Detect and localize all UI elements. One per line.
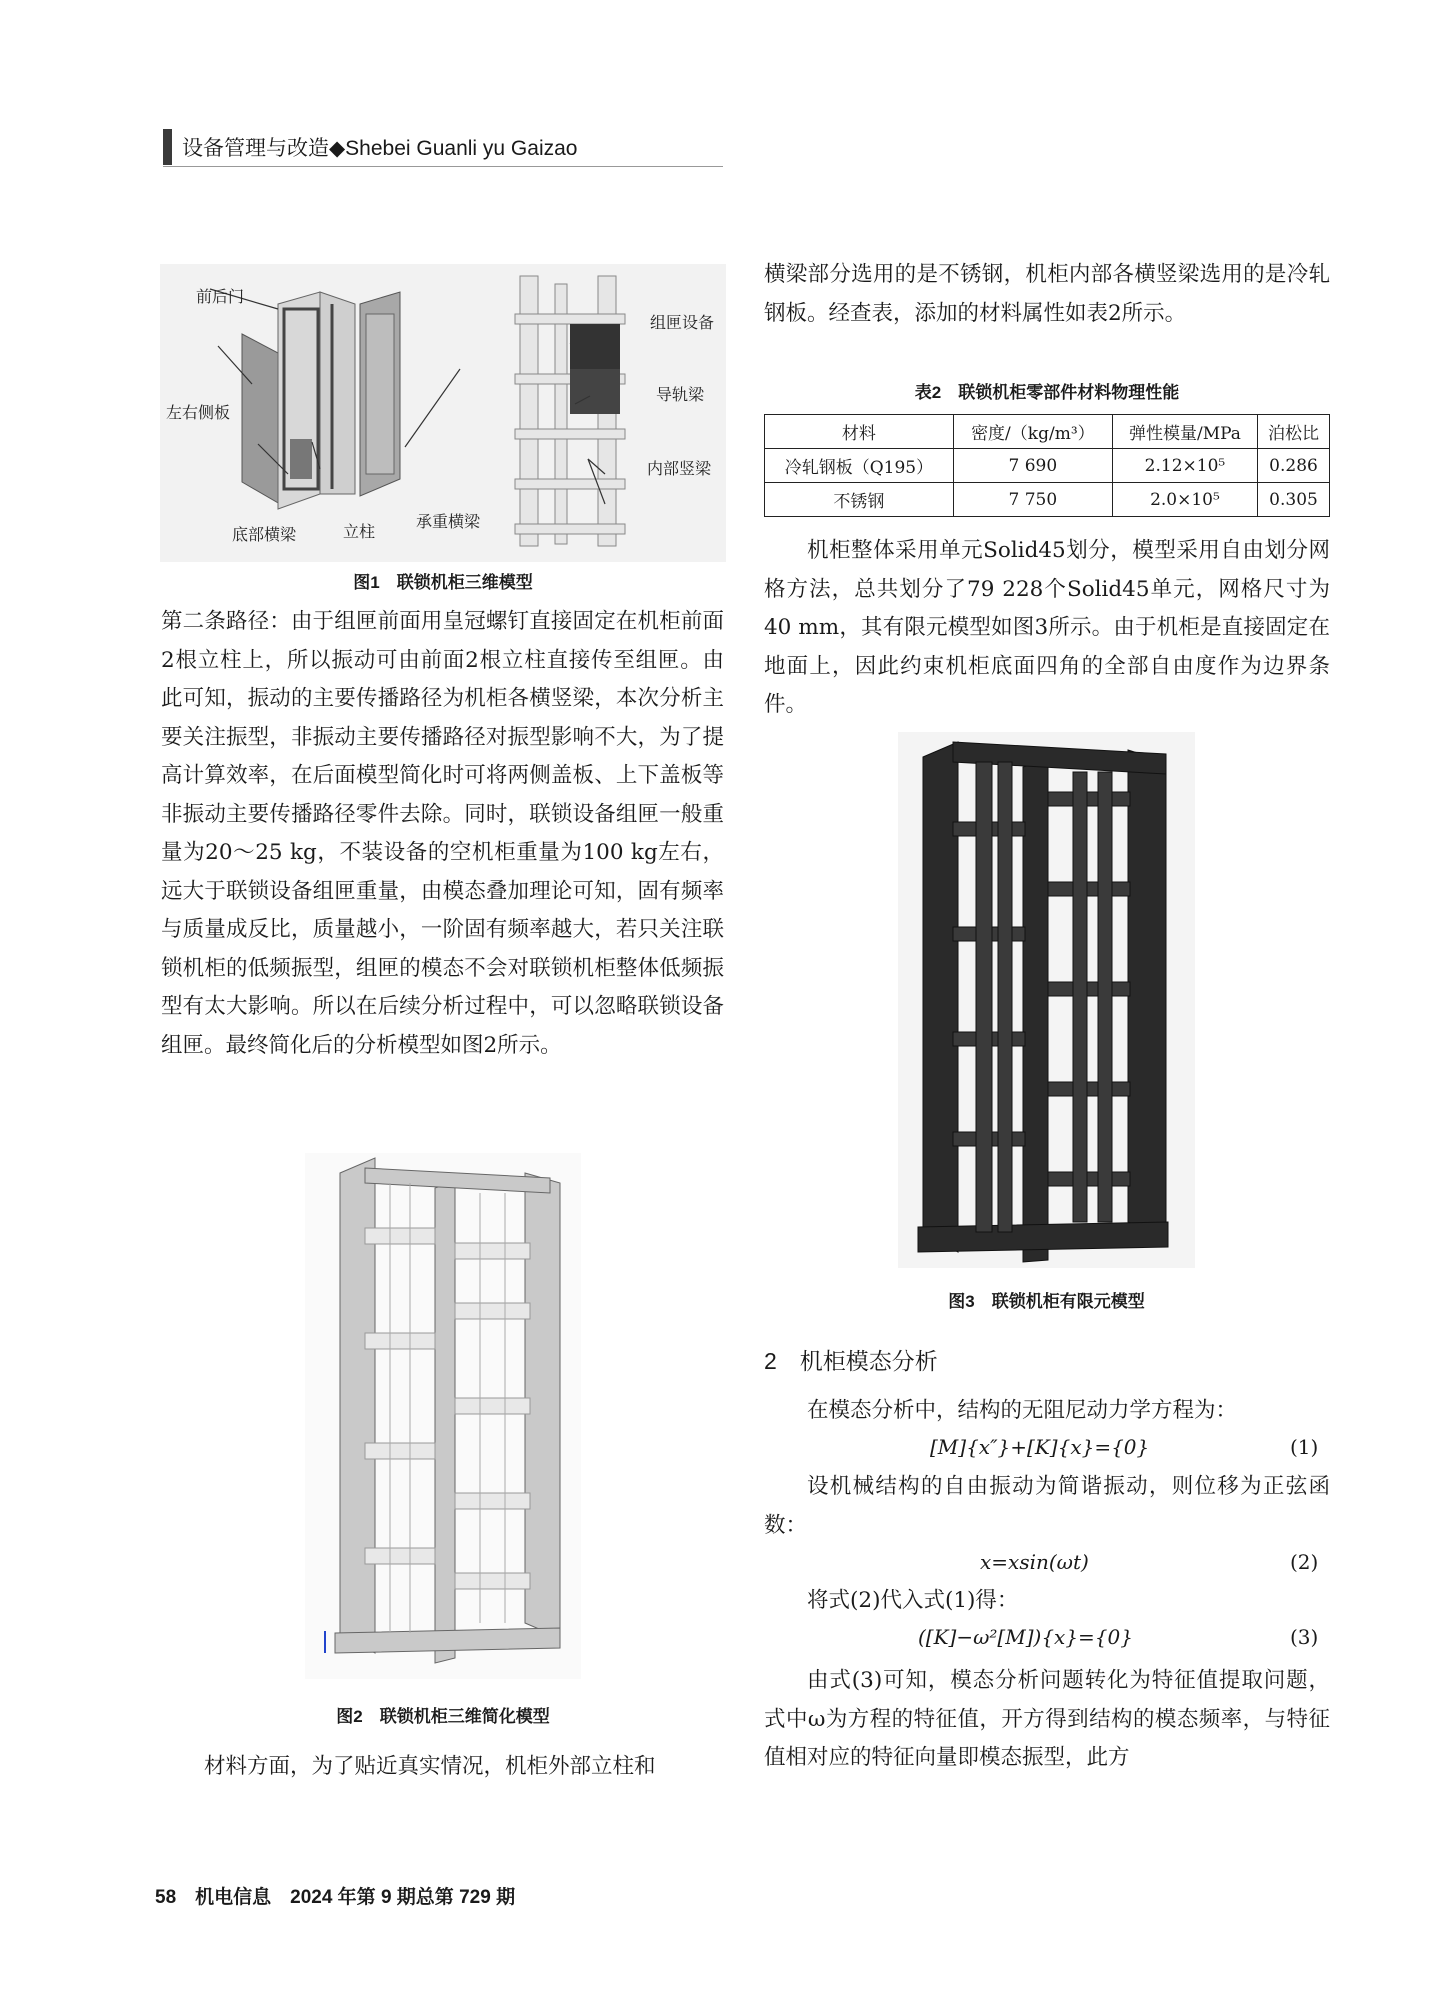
material-table (764, 414, 1330, 517)
right-paragraph-6: 由式(3)可知，模态分析问题转化为特征值提取问题，式中ω为方程的特征值，开方得到结构的模态频率，与特征值相对应的特征向量即模态振型，此方 (764, 1668, 1330, 1770)
label-front-back-door: 前后门 (196, 287, 245, 306)
table-row (765, 483, 1330, 517)
left-paragraph-1: 第二条路径：由于组匣前面用皇冠螺钉直接固定在机柜前面2根立柱上，所以振动可由前面2根立柱直接传至组匣。由此可知，振动的主要传播路径为机柜各横竖梁，本次分析主要关注振型，非振动主要传播路径对振型影响不大，为了提高计算效率，在后面模型简化时可将两侧盖板、上下盖板等非振动主要传播路径零件去除。同时，联锁设备组匣一般重量为20～25 kg，不装设备的空机柜重量为100 kg左右，远大于联锁设备组匣重量，由模态叠加理论可知，固有频率与质量成反比，质量越小，一阶固有频率越大，若只关注联锁机柜的低频振型，组匣的模态不会对联锁机柜整体低频振型有太大影响。所以在后续分析过程中，可以忽略联锁设备组匣。最终简化后的分析模型如图2所示。 (161, 609, 724, 1058)
table-row (765, 449, 1330, 483)
table-header-row (765, 415, 1330, 449)
equation-2-number: (2) (1290, 1550, 1319, 1574)
right-paragraph-2: 机柜整体采用单元Solid45划分，模型采用自由划分网格方法，总共划分了79 228个Solid45单元，网格尺寸为40 mm，其有限元模型如图3所示。由于机柜是直接固定在地面上，因此约束机柜底面四角的全部自由度作为边界条件。 (764, 538, 1330, 717)
table-cell: 2.0×10⁵ (1112, 483, 1257, 517)
equation-3-number: (3) (1290, 1625, 1319, 1649)
figure-3 (898, 732, 1195, 1268)
table-header-cell: 密度/（kg/m³） (953, 415, 1112, 449)
table-header-cell: 弹性模量/MPa (1112, 415, 1257, 449)
table-2-caption: 表2 联锁机柜零部件材料物理性能 (914, 383, 1180, 402)
equation-3: ([K]−ω²[M]){x}={0} (918, 1625, 1133, 1649)
figure-2 (305, 1153, 581, 1679)
right-paragraph-3: 在模态分析中，结构的无阻尼动力学方程为： (807, 1398, 1238, 1423)
figure-2-caption: 图2 联锁机柜三维简化模型 (336, 1707, 550, 1726)
table-cell: 不锈钢 (765, 483, 954, 517)
left-paragraph-2: 材料方面，为了贴近真实情况，机柜外部立柱和 (204, 1754, 656, 1779)
table-cell: 冷轧钢板（Q195） (765, 449, 954, 483)
table-cell: 2.12×10⁵ (1112, 449, 1257, 483)
figure-1 (160, 264, 726, 562)
journal-title: 设备管理与改造◆Shebei Guanli yu Gaizao (182, 137, 578, 160)
table-cell: 0.305 (1258, 483, 1330, 517)
section-heading: 2 机柜模态分析 (764, 1348, 938, 1374)
right-paragraph-4: 设机械结构的自由振动为简谐振动，则位移为正弦函数： (764, 1474, 1330, 1538)
right-paragraph-5: 将式(2)代入式(1)得： (807, 1588, 1019, 1613)
header-bar (163, 129, 172, 165)
running-header (163, 128, 577, 166)
table-cell: 0.286 (1258, 449, 1330, 483)
page-footer: 58 机电信息 2024 年第 9 期总第 729 期 (155, 1887, 516, 1908)
equation-2: x=xsin(ωt) (980, 1550, 1089, 1574)
equation-1: [M]{x″}+[K]{x}={0} (930, 1435, 1150, 1459)
header-rule (163, 166, 723, 167)
right-paragraph-1: 横梁部分选用的是不锈钢，机柜内部各横竖梁选用的是冷轧钢板。经查表，添加的材料属性如表2所示。 (764, 262, 1330, 326)
label-load-beam: 承重横梁 (416, 512, 481, 531)
equation-1-number: (1) (1290, 1435, 1319, 1459)
table-cell: 7 750 (953, 483, 1112, 517)
label-inner-vertical-beam: 内部竖梁 (647, 459, 712, 478)
figure-3-drawing (898, 732, 1195, 1268)
label-column: 立柱 (343, 522, 376, 541)
label-module-equipment: 组匣设备 (650, 313, 715, 332)
table-cell: 7 690 (953, 449, 1112, 483)
table-header-cell: 泊松比 (1258, 415, 1330, 449)
label-rail-beam: 导轨梁 (656, 385, 705, 404)
figure-1-caption: 图1 联锁机柜三维模型 (353, 573, 533, 592)
label-side-panels: 左右侧板 (166, 403, 231, 422)
table-header-cell: 材料 (765, 415, 954, 449)
label-bottom-beam: 底部横梁 (232, 525, 297, 544)
figure-2-drawing (305, 1153, 581, 1679)
figure-3-caption: 图3 联锁机柜有限元模型 (948, 1292, 1145, 1311)
